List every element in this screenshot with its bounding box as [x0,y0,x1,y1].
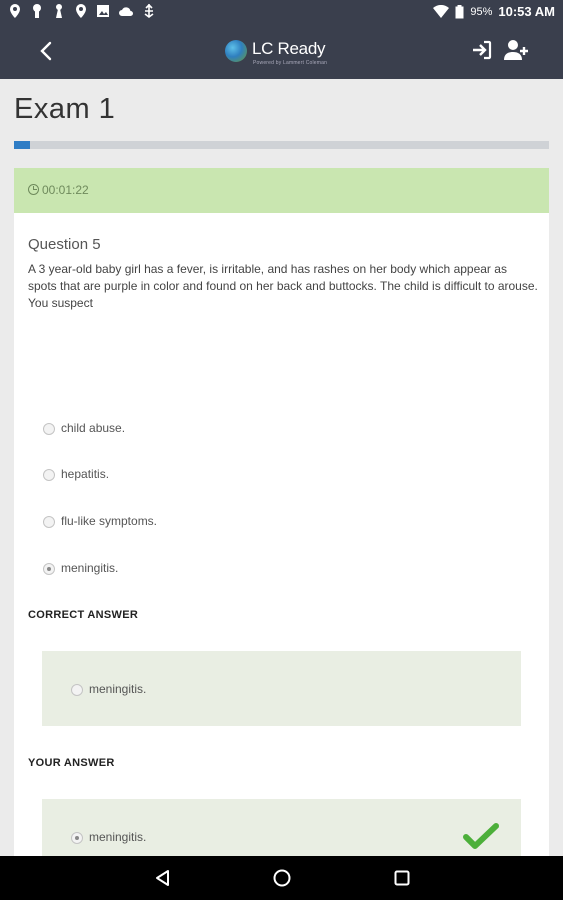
wifi-icon [433,5,449,19]
keyhole-icon [30,3,44,19]
status-bar [0,0,563,24]
login-icon[interactable] [470,38,494,62]
logo-text: LC Ready [252,39,326,58]
app-bar [0,24,563,79]
radio-button[interactable] [43,423,55,435]
question-title: Question 5 [28,236,101,253]
option-label: hepatitis. [61,467,110,481]
image-icon [96,3,110,19]
radio-indicator-selected [71,832,83,844]
radio-button[interactable] [43,516,55,528]
correct-answer-heading: CORRECT ANSWER [28,609,139,621]
question-text: A 3 year-old baby girl has a fever, is irritable, and has rashes on her body which appear as spots that are purple in color and found on her back and buttocks. The child is difficult to arouse. You suspect [28,262,538,310]
radio-button[interactable] [43,469,55,481]
location-icon [74,3,88,19]
usb-icon [142,3,156,19]
timer-value: 00:01:22 [42,183,89,197]
your-answer-heading: YOUR ANSWER [28,757,115,769]
battery-icon [455,5,464,19]
clock: 10:53 AM [498,4,555,19]
system-status [433,4,555,19]
option-label: flu-like symptoms. [61,514,158,528]
logo-globe-icon [225,40,247,62]
location-icon [8,3,22,19]
your-answer-label: meningitis. [89,830,147,844]
android-nav-bar [0,856,563,900]
nav-home-icon[interactable] [272,868,292,888]
app-logo [225,38,335,70]
page-title: Exam 1 [14,93,116,125]
notification-icons [8,3,156,19]
option-label: meningitis. [61,561,119,575]
option-label: child abuse. [61,421,126,435]
correct-checkmark-icon [463,822,499,850]
nav-recents-icon[interactable] [392,868,412,888]
cloud-icon [118,3,134,19]
correct-answer-box [42,651,521,726]
logo-tagline: Powered by Lammert Coleman [253,60,328,66]
clock-icon [28,184,39,195]
exam-progress-bar [14,141,549,149]
back-arrow-icon[interactable] [32,36,62,66]
timer-bar [14,168,549,213]
exam-progress-fill [14,141,30,149]
radio-button-selected[interactable] [43,563,55,575]
correct-answer-label: meningitis. [89,682,147,696]
keyhole-icon [52,3,66,19]
nav-back-icon[interactable] [153,868,173,888]
radio-indicator [71,684,83,696]
question-card [14,168,549,900]
battery-percent: 95% [470,5,493,18]
exam-content [0,79,563,856]
add-user-icon[interactable] [503,38,529,62]
